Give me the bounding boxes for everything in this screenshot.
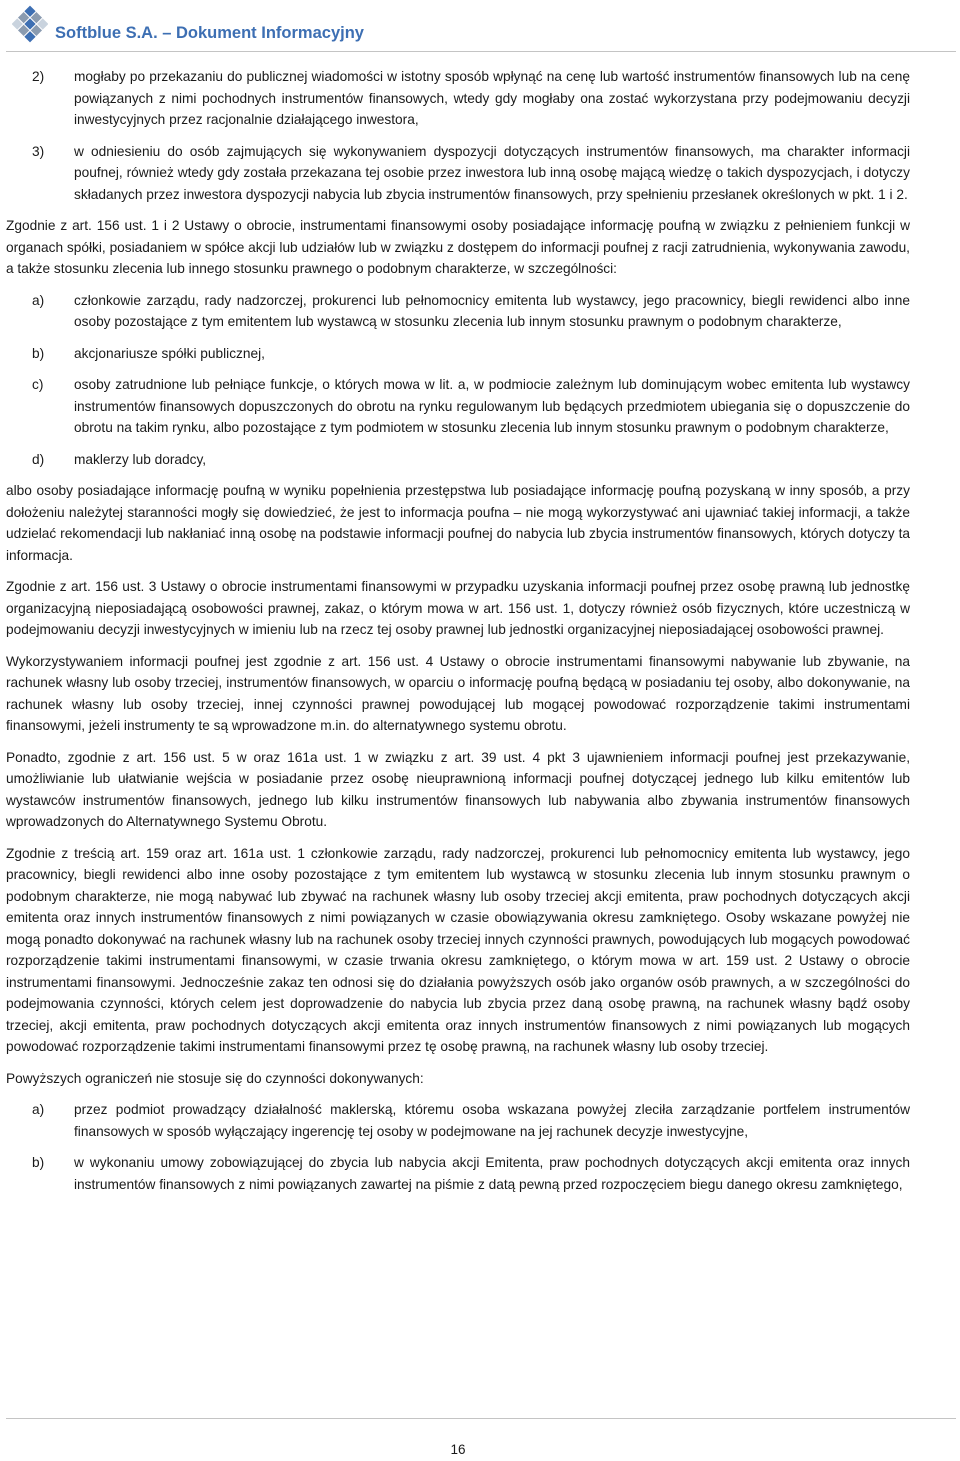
list-item-text: w odniesieniu do osób zajmujących się wykonywaniem dyspozycji dotyczących instrumentów finansowych, ma charakter informacji poufnej, również wtedy gdy została przekazana tej osobie przez inwestora lub inną osobę mającą wiedzę o takich dyspozycjach, i dotyczy składanych przez inwestora dyspozycji nabycia lub zbycia instrumentów finansowych, przy spełnieniu przesłanek określonych w pkt. 1 i 2. bbox=[74, 143, 910, 202]
paragraph: Zgodnie z treścią art. 159 oraz art. 161a ust. 1 członkowie zarządu, rady nadzorczej, prokurenci lub pełnomocnicy emitenta lub wystawcy, jego pracownicy, biegli rewidenci albo inne osoby pozostające z tym emitentem lub wystawcą w stosunku zlecenia lub innym stosunku prawnym o podobnym charakterze, nie mogą nabywać lub zbywać na rachunek własny lub osoby trzeciej akcji emitenta, praw pochodnych dotyczących akcji emitenta oraz innych instrumentów finansowych z nimi powiązanych w czasie obowiązywania okresu zamkniętego. Osoby wskazane powyżej nie mogą ponadto dokonywać na rachunek własny lub na rachunek osoby trzeciej innych czynności prawnych, powodujących lub mogących powodować rozporządzenie takimi instrumentami finansowymi, w czasie trwania okresu zamkniętego, o którym mowa w art. 159 ust. 2 Ustawy o obrocie instrumentami finansowymi. Jednocześnie zakaz ten odnosi się do działania powyższych osób jako organów osób prawnych, a w szczególności do podejmowania czynności, których celem jest doprowadzenie do nabycia lub zbycia przez daną osobę prawną, na rachunek własny bądź osoby trzeciej, akcji emitenta, praw pochodnych dotyczących akcji emitenta oraz innych instrumentów finansowych z nimi powiązanych lub mogących powodować rozporządzenie takimi instrumentami finansowymi przez tę osobę prawną, na rachunek własny lub osoby trzeciej. bbox=[6, 845, 910, 1054]
list-item bbox=[6, 66, 910, 131]
paragraph: albo osoby posiadające informację poufną w wyniku popełnienia przestępstwa lub posiadające informację poufną pozyskaną w inny sposób, a przy dołożeniu należytej staranności mogły się dowiedzieć, że jest to informacja poufna – nie mogą wykorzystywać ani ujawniać takiej informacji, a także udzielać rekomendacji lub nakłaniać inną osobę na podstawie informacji poufnej do nabycia lub zbycia instrumentów finansowych, których dotyczy ta informacja. bbox=[6, 483, 910, 563]
paragraph: Ponadto, zgodnie z art. 156 ust. 5 w oraz 161a ust. 1 w związku z art. 39 ust. 4 pkt 3 ujawnieniem informacji poufnej jest przekazywanie, umożliwianie lub ułatwianie wejścia w posiadanie przez osobę nieuprawnioną informacji poufnej dotyczącej jednego lub kilku emitentów lub wystawców instrumentów finansowych, jednego lub kilku instrumentów finansowych lub nabywania albo zbywania instrumentów finansowych wprowadzonych do Alternatywnego Systemu Obrotu. bbox=[6, 749, 910, 829]
list-item bbox=[6, 374, 910, 439]
document-header-title: Softblue S.A. – Dokument Informacyjny bbox=[55, 24, 364, 42]
list-marker: a) bbox=[32, 292, 45, 308]
paragraph: Powyższych ograniczeń nie stosuje się do czynności dokonywanych: bbox=[6, 1070, 424, 1086]
list-marker: 2) bbox=[32, 69, 45, 84]
list-item bbox=[6, 449, 910, 471]
footer-divider bbox=[6, 1418, 956, 1419]
softblue-logo-icon bbox=[12, 4, 48, 44]
list-item-text: osoby zatrudnione lub pełniące funkcje, o których mowa w lit. a, w podmiocie zależnym lub dominującym wobec emitenta lub wystawcy instrumentów finansowych dopuszczonych do obrotu na rynku regulowanym lub będących przedmiotem ubiegania się o dopuszczenie do obrotu na takim rynku, albo pozostające z tym podmiotem w stosunku zlecenia lub innym stosunku prawnym o podobnym charakterze, bbox=[74, 377, 910, 435]
page-header bbox=[0, 0, 960, 52]
list-item bbox=[6, 141, 910, 206]
paragraph: Zgodnie z art. 156 ust. 1 i 2 Ustawy o obrocie, instrumentami finansowymi osoby posiadające informację poufną w związku z pełnieniem funkcji w organach spółki, posiadaniem w spółce akcji lub udziałów lub w związku z dostępem do informacji poufnej z racji zatrudnienia, wykonywania zawodu, a także stosunku zlecenia lub innego stosunku prawnego o podobnym charakterze, w szczególności: bbox=[6, 218, 910, 276]
list-item-text: akcjonariusze spółki publicznej, bbox=[74, 345, 265, 361]
list-item-text: przez podmiot prowadzący działalność maklerską, któremu osoba wskazana powyżej zleciła zarządzanie portfelem instrumentów finansowych w sposób wyłączający ingerencję tej osoby w podejmowane na jej rachunek decyzje inwestycyjne, bbox=[74, 1102, 910, 1139]
list-marker: b) bbox=[32, 1155, 45, 1170]
document-body bbox=[6, 66, 910, 1205]
paragraph: Zgodnie z art. 156 ust. 3 Ustawy o obrocie instrumentami finansowymi w przypadku uzyskania informacji poufnej przez osobę prawną lub jednostkę organizacyjną nieposiadającą osobowości prawnej, zakaz, o którym mowa w art. 156 ust. 1, dotyczy również osób fizycznych, które uczestniczą w podejmowaniu decyzji inwestycyjnych w imieniu lub na rzecz tej osoby prawnej lub jednostki organizacyjnej nieposiadającej osobowości prawnej. bbox=[6, 579, 910, 637]
list-item-text: w wykonaniu umowy zobowiązującej do zbycia lub nabycia akcji Emitenta, praw pochodnych dotyczących akcji emitenta oraz innych instrumentów finansowych z nimi powiązanych zawartej na piśmie z datą pewną przed rozpoczęciem biegu danego okresu zamkniętego, bbox=[74, 1155, 910, 1192]
list-item-text: mogłaby po przekazaniu do publicznej wiadomości w istotny sposób wpłynąć na cenę lub wartość instrumentów finansowych lub na cenę powiązanych z nimi pochodnych instrumentów finansowych, wtedy gdy mogłaby ona zostać wykorzystana przy podejmowaniu decyzji inwestycyjnych przez racjonalnie działającego inwestora, bbox=[74, 69, 910, 127]
paragraph: Wykorzystywaniem informacji poufnej jest zgodnie z art. 156 ust. 4 Ustawy o obrocie instrumentami finansowymi nabywanie lub zbywanie, na rachunek własny lub osoby trzeciej, instrumentów finansowych, w oparciu o informację poufną będącą w posiadaniu tej osoby, albo dokonywanie, na rachunek własny lub osoby trzeciej, innej czynności prawnej powodującej lub mogącej powodować rozporządzenie takimi instrumentami finansowymi, jeżeli instrumenty te są wprowadzone m.in. do alternatywnego systemu obrotu. bbox=[6, 653, 910, 733]
list-item-text: członkowie zarządu, rady nadzorczej, prokurenci lub pełnomocnicy emitenta lub wystawcy, jego pracownicy, biegli rewidenci albo inne osoby pozostające z tym emitentem lub wystawcą w stosunku zlecenia lub innym stosunku prawnym o podobnym charakterze, bbox=[74, 292, 910, 329]
list-marker: 3) bbox=[32, 143, 45, 159]
page-number: 16 bbox=[450, 1442, 466, 1457]
list-marker: a) bbox=[32, 1102, 45, 1117]
list-marker: b) bbox=[32, 345, 45, 361]
list-item bbox=[6, 290, 910, 333]
list-item bbox=[6, 1099, 910, 1142]
header-divider bbox=[6, 51, 956, 52]
list-marker: c) bbox=[32, 377, 44, 392]
list-item bbox=[6, 343, 910, 365]
list-item bbox=[6, 1152, 910, 1195]
list-item-text: maklerzy lub doradcy, bbox=[74, 451, 207, 467]
list-marker: d) bbox=[32, 451, 45, 467]
